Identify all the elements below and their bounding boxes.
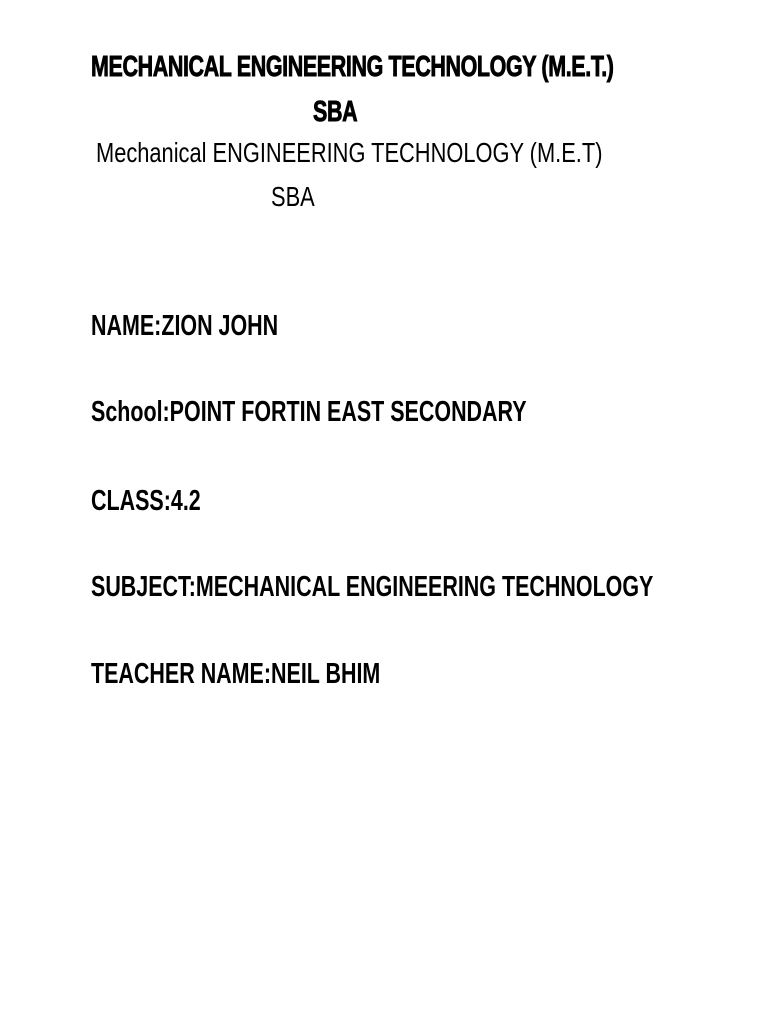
subject-name: SUBJECT:MECHANICAL ENGINEERING TECHNOLOGY [91,571,654,603]
subtitle-line-1: Mechanical ENGINEERING TECHNOLOGY (M.E.T) [96,137,603,168]
teacher-name: TEACHER NAME:NEIL BHIM [91,658,381,690]
school-name: School:POINT FORTIN EAST SECONDARY [91,396,527,428]
class-number: CLASS:4.2 [91,485,201,517]
student-name: NAME:ZION JOHN [91,310,279,342]
title-line-2: SBA [313,96,358,128]
subtitle-line-2: SBA [271,181,315,212]
title-line-1: MECHANICAL ENGINEERING TECHNOLOGY (M.E.T.) [91,51,614,83]
